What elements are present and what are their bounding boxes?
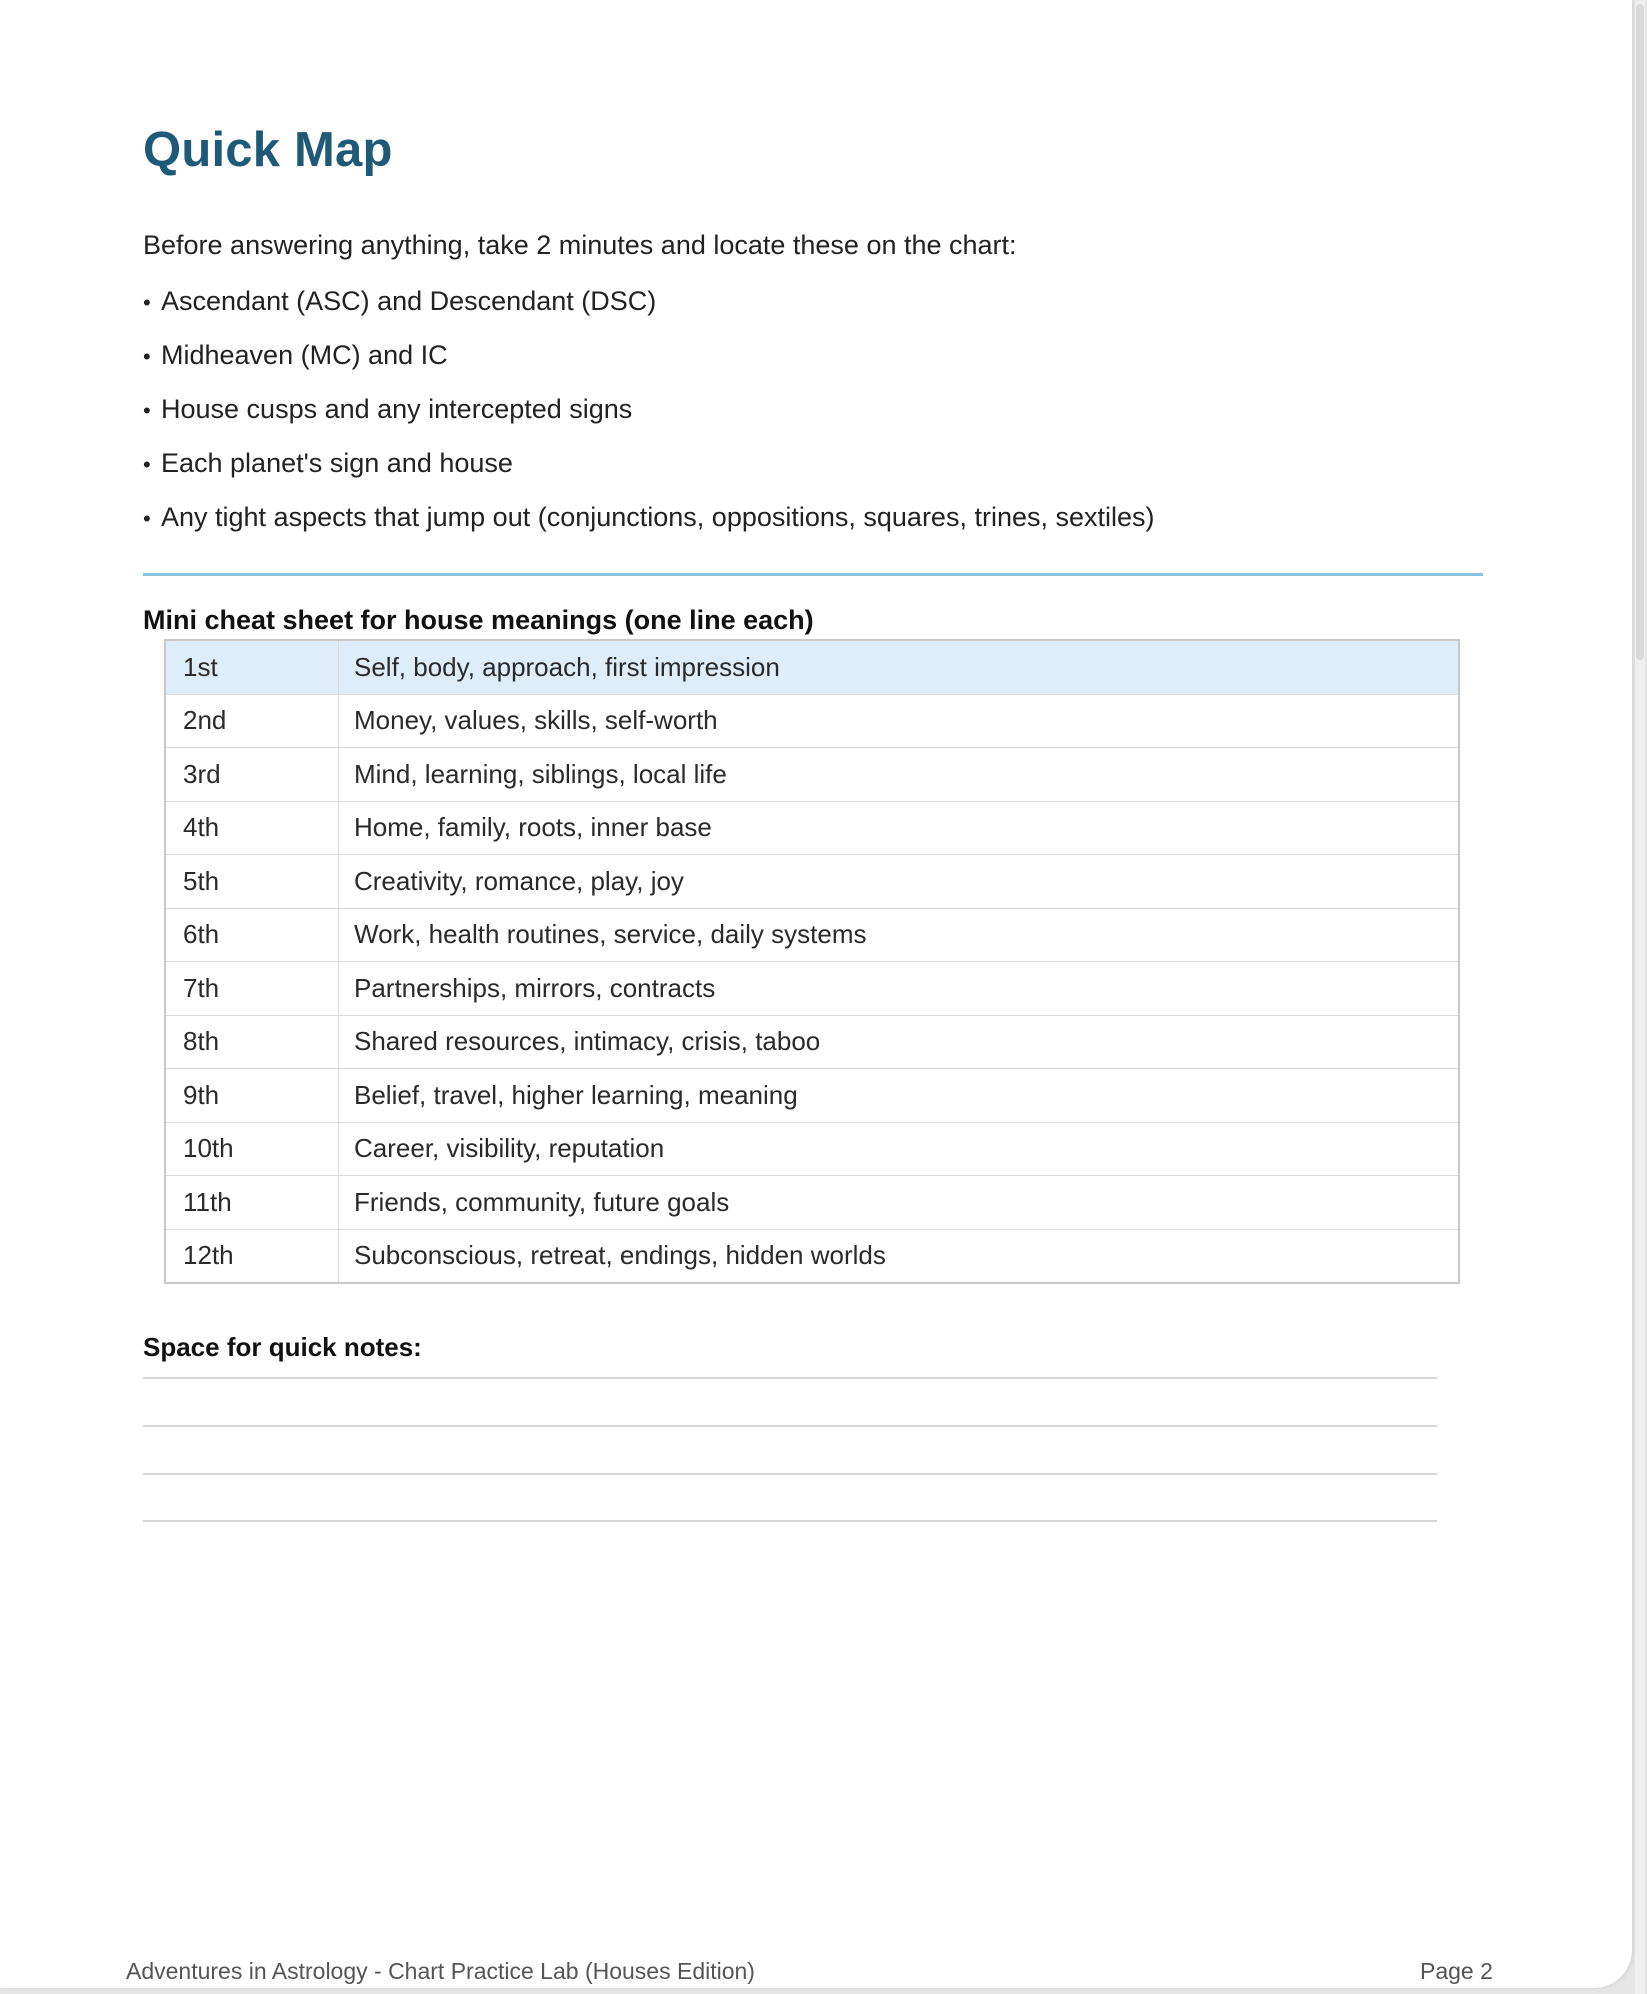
note-line xyxy=(143,1425,1437,1427)
checklist xyxy=(143,278,1155,548)
page-title: Quick Map xyxy=(143,123,393,177)
house-meanings-table xyxy=(164,639,1460,1284)
note-line xyxy=(143,1520,1437,1522)
list-item: • Any tight aspects that jump out (conjunctions, oppositions, squares, trines, sextiles) xyxy=(143,494,1155,548)
house-meaning: Work, health routines, service, daily systems xyxy=(339,908,1460,962)
list-item: • House cusps and any intercepted signs xyxy=(143,386,1155,440)
cheat-sheet-heading: Mini cheat sheet for house meanings (one line each) xyxy=(143,605,814,635)
house-number: 12th xyxy=(165,1229,339,1283)
bullet-icon: • xyxy=(143,452,151,477)
note-line xyxy=(143,1377,1437,1379)
house-meaning: Subconscious, retreat, endings, hidden worlds xyxy=(339,1229,1460,1283)
table-row xyxy=(165,962,1459,1016)
table-row xyxy=(165,908,1459,962)
note-line xyxy=(143,1473,1437,1475)
house-number: 1st xyxy=(165,640,339,694)
house-number: 2nd xyxy=(165,694,339,748)
house-number: 6th xyxy=(165,908,339,962)
table-row xyxy=(165,694,1459,748)
house-meaning: Friends, community, future goals xyxy=(339,1176,1460,1230)
house-number: 4th xyxy=(165,801,339,855)
section-divider xyxy=(143,573,1483,576)
house-number: 9th xyxy=(165,1069,339,1123)
house-number: 5th xyxy=(165,855,339,909)
house-number: 8th xyxy=(165,1015,339,1069)
house-number: 11th xyxy=(165,1176,339,1230)
house-meaning: Career, visibility, reputation xyxy=(339,1122,1460,1176)
house-number: 3rd xyxy=(165,748,339,802)
house-meaning: Money, values, skills, self-worth xyxy=(339,694,1460,748)
house-meaning: Belief, travel, higher learning, meaning xyxy=(339,1069,1460,1123)
table-row xyxy=(165,1069,1459,1123)
table-row xyxy=(165,1122,1459,1176)
bullet-icon: • xyxy=(143,506,151,531)
bullet-icon: • xyxy=(143,344,151,369)
house-meaning: Partnerships, mirrors, contracts xyxy=(339,962,1460,1016)
house-number: 10th xyxy=(165,1122,339,1176)
list-item: • Ascendant (ASC) and Descendant (DSC) xyxy=(143,278,1155,332)
list-item: • Each planet's sign and house xyxy=(143,440,1155,494)
table-row xyxy=(165,855,1459,909)
bullet-icon: • xyxy=(143,290,151,315)
list-item: • Midheaven (MC) and IC xyxy=(143,332,1155,386)
table-row xyxy=(165,1176,1459,1230)
house-meaning: Creativity, romance, play, joy xyxy=(339,855,1460,909)
table-row xyxy=(165,640,1459,694)
house-meaning: Self, body, approach, first impression xyxy=(339,640,1460,694)
table-row xyxy=(165,1015,1459,1069)
bullet-icon: • xyxy=(143,398,151,423)
house-meaning: Home, family, roots, inner base xyxy=(339,801,1460,855)
table-row xyxy=(165,1229,1459,1283)
footer-title: Adventures in Astrology - Chart Practice Lab (Houses Edition) xyxy=(126,1958,755,1984)
house-meaning: Mind, learning, siblings, local life xyxy=(339,748,1460,802)
table-row xyxy=(165,801,1459,855)
house-number: 7th xyxy=(165,962,339,1016)
house-meaning: Shared resources, intimacy, crisis, taboo xyxy=(339,1015,1460,1069)
table-row xyxy=(165,748,1459,802)
notes-heading: Space for quick notes: xyxy=(143,1332,422,1362)
intro-text: Before answering anything, take 2 minutes and locate these on the chart: xyxy=(143,230,1017,260)
page-number: Page 2 xyxy=(1420,1958,1493,1984)
scrollbar-thumb[interactable] xyxy=(1636,4,1644,660)
